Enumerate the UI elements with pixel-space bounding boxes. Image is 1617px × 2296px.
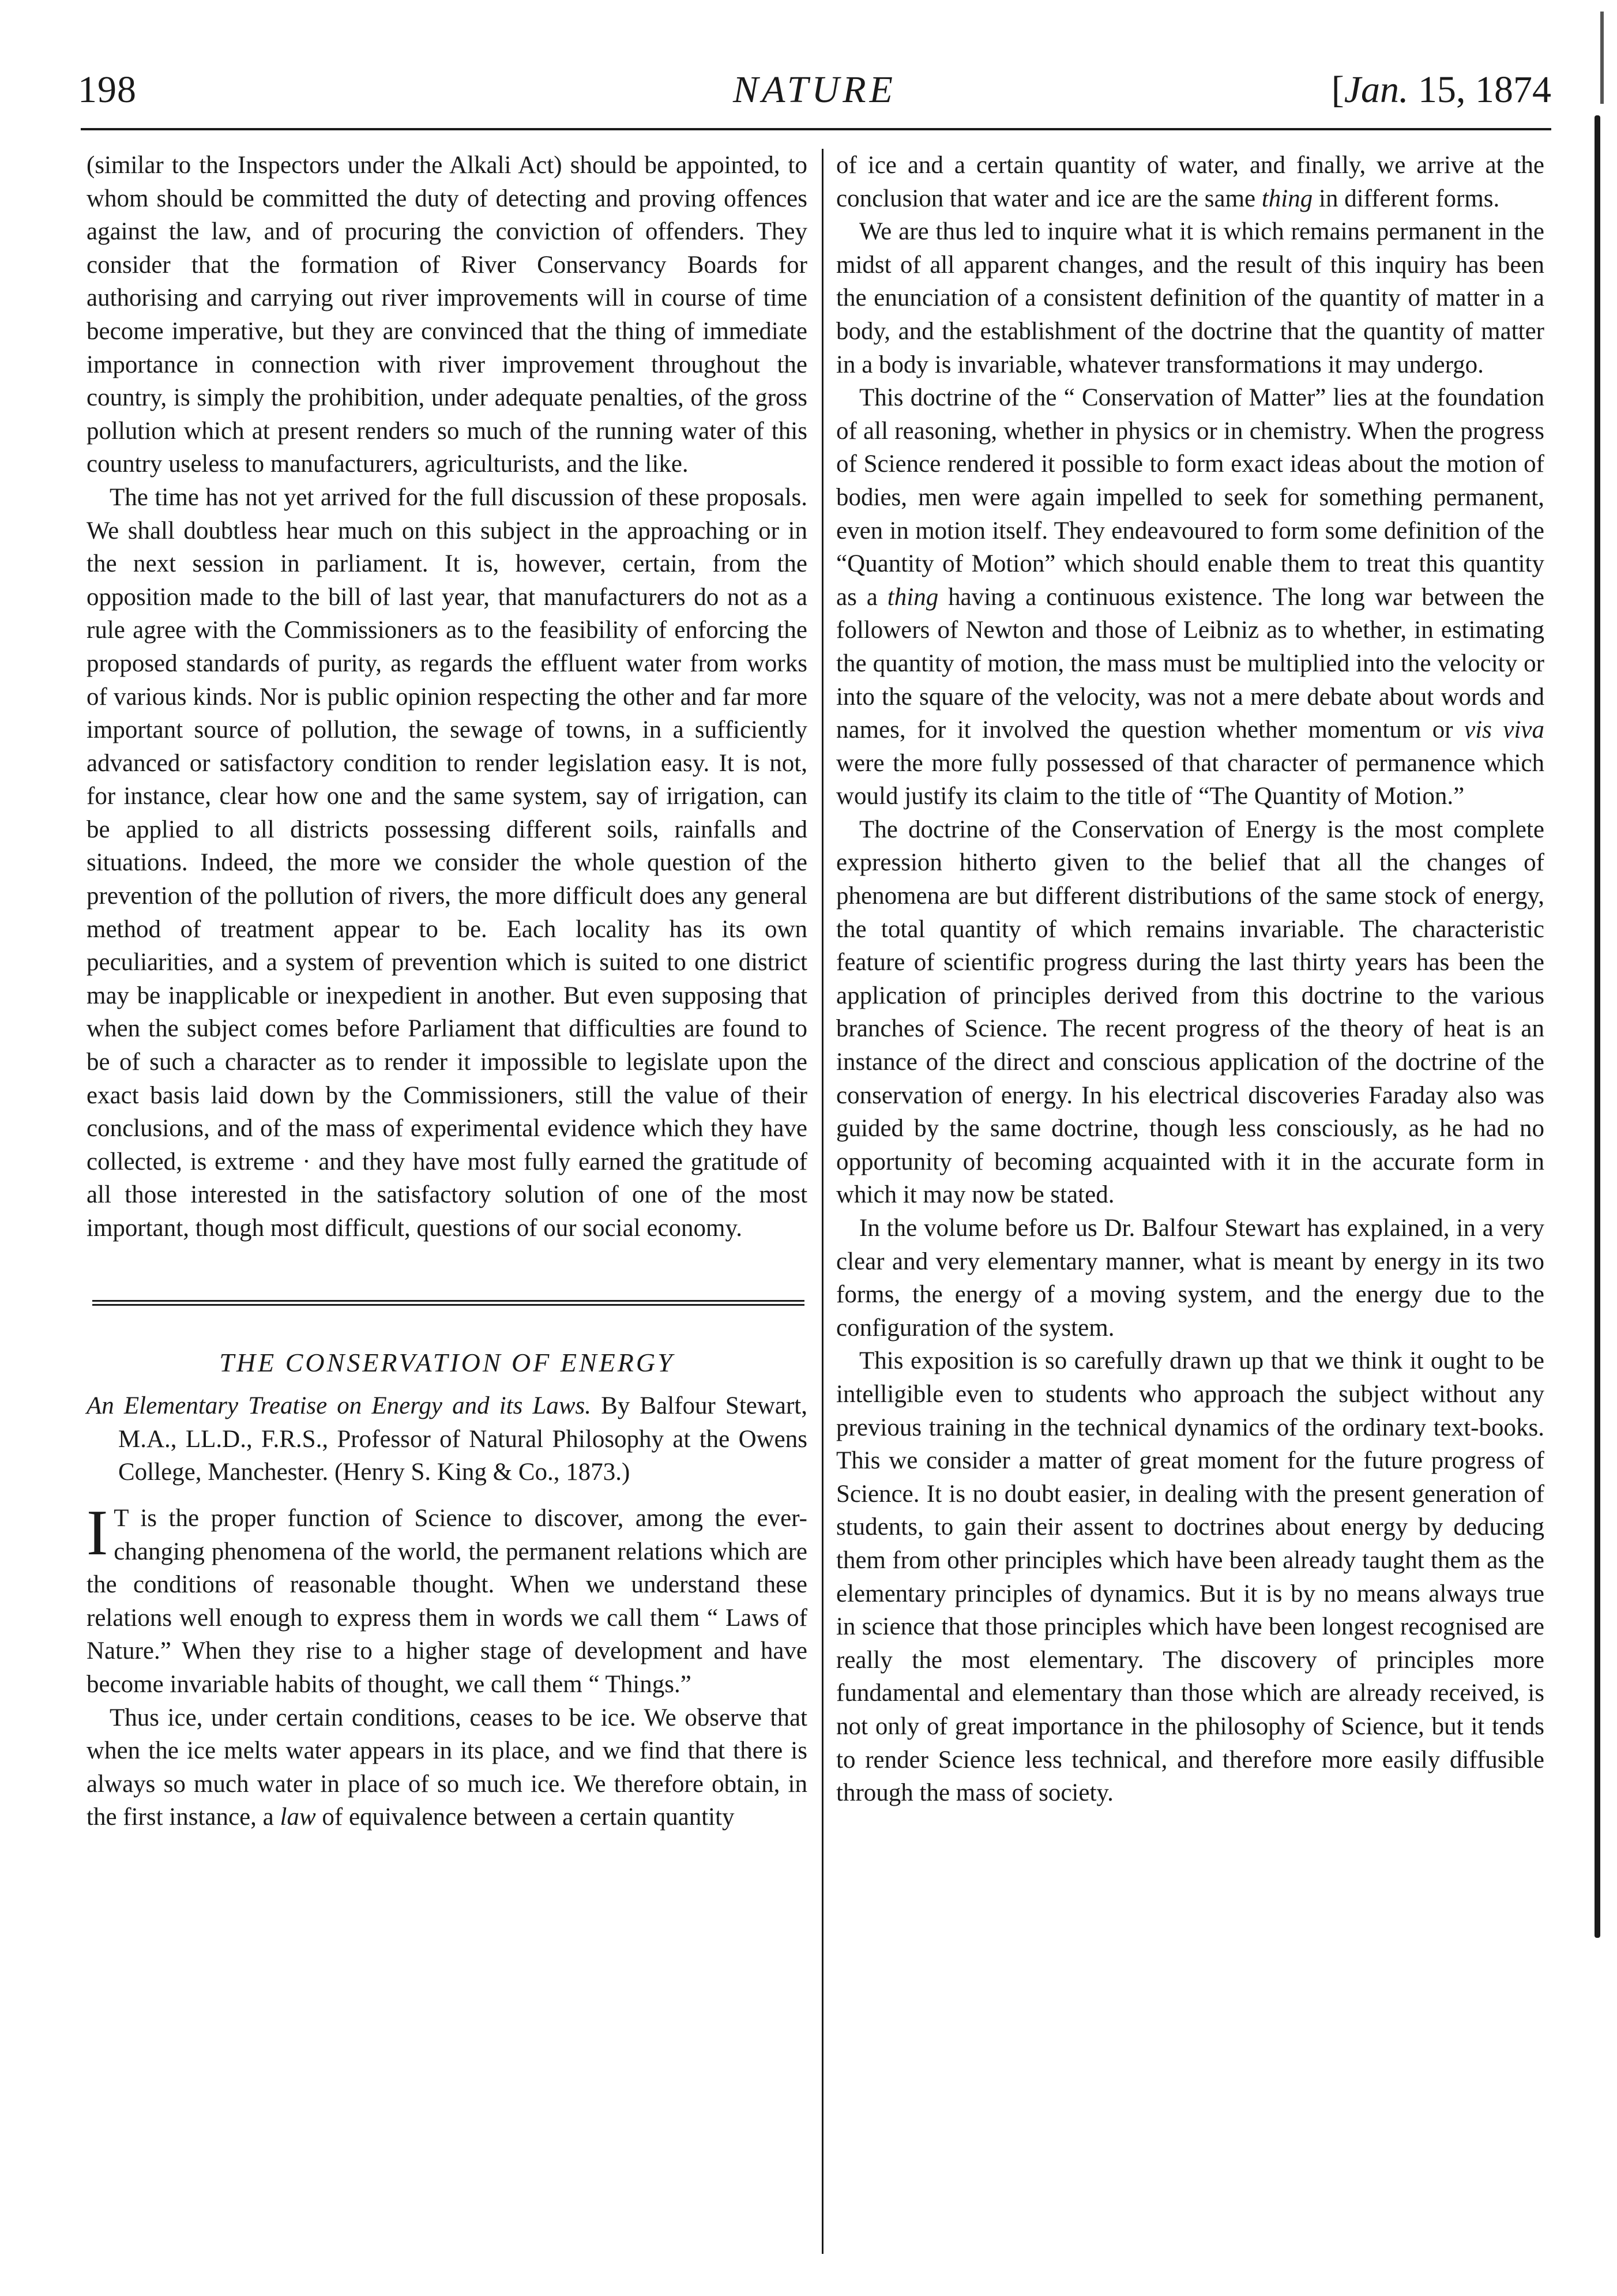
r1-text-a: of ice and a certain quantity of water, and finally, we arrive at the conclusion that water and ice are the same bbox=[836, 152, 1544, 212]
left-paragraph-2: The time has not yet arrived for the full discussion of these proposals. We shall doubtless hear much on this subject in the approaching or in the next session in parliament. It is, however, certain, from the opposition made to the bill of last year, that manufacturers do not as a rule agree with the Commissioners as to the feasibility of enforcing the proposed standards of purity, as regards the effluent water from works of various kinds. Nor is public opinion respecting the other and far more important source of pollution, the sewage of towns, in a sufficiently advanced or satisfactory condition to render legislation easy. It is not, for instance, clear how one and the same system, say of irrigation, can be applied to all districts possessing different soils, rainfalls and situations. Indeed, the more we consider the whole question of the prevention of the pollution of rivers, the more difficult does any general method of treatment appear to be. Each locality has its own peculiarities, and a system of prevention which is suited to one district may be inapplicable or inexpedient in another. But even supposing that when the subject comes before Parliament that difficulties are found to be of such a character as to render it impossible to legislate upon the exact basis laid down by the Commissioners, still the value of their conclusions, and of the mass of experimental evidence which they have collected, is extreme · and they have most fully earned the gratitude of all those interested in the satisfactory solution of one of the most important, though most difficult, questions of our social economy. bbox=[87, 483, 807, 1242]
r3-text-thing: thing bbox=[887, 583, 939, 611]
left-paragraph-1: (similar to the Inspectors under the Alkali Act) should be appointed, to whom should be committed the duty of detecting and proving offences against the law, and of procuring the conviction of offenders. They consider that the formation of River Conservancy Boards for authorising and carrying out river improvements will in course of time become imperative, but they are convinced that the thing of immediate importance in connection with river improvement throughout the country, is simply the prohibition, under adequate penalties, of the gross pollution which at present renders so much of the running water of this country useless to manufacturers, agriculturists, and the like. bbox=[87, 152, 807, 478]
date-month: Jan. bbox=[1344, 69, 1409, 111]
opening-paragraph bbox=[87, 1497, 807, 1701]
right-column bbox=[836, 149, 1544, 1810]
r3-text-c: were the more fully possessed of that character of permanence which would justify its claim to the title of “The Quantity of Motion.” bbox=[836, 749, 1544, 810]
r3-text-a: This doctrine of the “ Conservation of Matter” lies at the foundation of all reasoning, whether in physics or in chemistry. When the progress of Science rendered it possible to form exact ideas about the motion of bodies, men were again impelled to seek for something permanent, even in motion itself. They endeavoured to form some definition of the “Quantity of Motion” which should enable them to treat this quantity as a bbox=[836, 384, 1544, 611]
r3-text-b: having a continuous existence. The long war between the followers of Newton and those of Leibniz as to whether, in estimating the quantity of motion, the mass must be multiplied into the velocity or into the square of the velocity, was not a mere debate about words and names, for it involved the question whether momentum or bbox=[836, 583, 1544, 744]
right-paragraph-1 bbox=[836, 149, 1544, 215]
header-rule bbox=[81, 128, 1551, 130]
r3-text-visviva: vis viva bbox=[1464, 716, 1544, 744]
drop-cap: I bbox=[87, 1497, 108, 1569]
margin-ink-mark-top bbox=[1600, 12, 1604, 104]
column-divider bbox=[822, 149, 823, 2254]
right-paragraph-3 bbox=[836, 381, 1544, 813]
left-column bbox=[87, 149, 807, 1834]
date-bracket: [ bbox=[1331, 69, 1344, 111]
book-details: By Balfour Stewart, M.A., LL.D., F.R.S., Professor of Natural Philosophy at the Owens College, Manchester. (Henry S. King & Co., 1873.) bbox=[118, 1392, 808, 1486]
journal-title: NATURE bbox=[733, 69, 896, 111]
book-reference bbox=[87, 1389, 807, 1489]
right-paragraph-2: We are thus led to inquire what it is which remains permanent in the midst of all apparent changes, and the result of this inquiry has been the enunciation of a consistent definition of the quantity of matter in a body, and the establishment of the doctrine that the quantity of matter in a body is invariable, whatever transformations it may undergo. bbox=[836, 218, 1544, 378]
issue-date bbox=[1332, 68, 1551, 112]
date-rest: 15, 1874 bbox=[1408, 69, 1551, 111]
ice-text-b: of equivalence between a certain quantity bbox=[315, 1803, 735, 1831]
r1-text-thing: thing bbox=[1261, 185, 1313, 212]
r1-text-b: in different forms. bbox=[1313, 185, 1500, 212]
right-paragraph-4: The doctrine of the Conservation of Energy is the most complete expression hitherto given to the belief that all the changes of phenomena are but different distributions of the same stock of energy, the total quantity of which remains invariable. The characteristic feature of scientific progress during the last thirty years has been the application of principles derived from this doctrine to the various branches of Science. The recent progress of the theory of heat is an instance of the direct and conscious application of the doctrine of the conservation of energy. In his electrical discoveries Faraday also was guided by the same doctrine, though less consciously, as he had no opportunity of becoming acquainted with it in the accurate form in which it may now be stated. bbox=[836, 816, 1544, 1209]
ice-text-law: law bbox=[280, 1803, 316, 1831]
left-paragraph-ice bbox=[87, 1701, 807, 1834]
right-paragraph-5: In the volume before us Dr. Balfour Stewart has explained, in a very clear and very elementary manner, what is meant by energy in its two forms, the energy of a moving system, and the energy due to the configuration of the system. bbox=[836, 1215, 1544, 1341]
right-paragraph-6: This exposition is so carefully drawn up that we think it ought to be intelligible even to students who approach the subject without any previous training in the technical dynamics of the ordinary text-books. This we consider a matter of great moment for the future progress of Science. It is no doubt easier, in dealing with the present generation of students, to gain their assent to doctrines about energy by deducing them from other principles which have been already taught them as the elementary principles of dynamics. But it is by no means always true in science that those principles which have been longest recognised are really the most elementary. The discovery of principles more fundamental and elementary than those which are already received, is not only of great importance in the philosophy of Science, but it tends to render Science less technical, and therefore more easily diffusible through the mass of society. bbox=[836, 1347, 1544, 1807]
margin-ink-mark bbox=[1595, 115, 1600, 1938]
page-header bbox=[78, 68, 1551, 131]
book-title: An Elementary Treatise on Energy and its Laws. bbox=[87, 1392, 592, 1420]
section-divider bbox=[92, 1300, 804, 1306]
ice-text-a: Thus ice, under certain conditions, ceases to be ice. We observe that when the ice melts water appears in its place, and we find that there is always so much water in place of so much ice. We therefore obtain, in the first instance, a bbox=[87, 1704, 807, 1831]
page-number: 198 bbox=[78, 69, 137, 111]
article-title: THE CONSERVATION OF ENERGY bbox=[219, 1347, 675, 1377]
opening-text: T is the proper function of Science to discover, among the ever-changing phenomena of the world, the permanent relations which are the conditions of reasonable thought. When we understand these relations well enough to express them in words we call them “ Laws of Nature.” When they rise to a higher stage of development and have become invariable habits of thought, we call them “ Things.” bbox=[87, 1504, 807, 1698]
